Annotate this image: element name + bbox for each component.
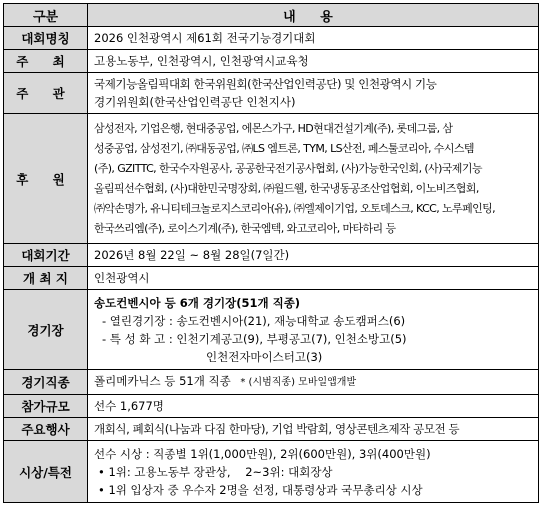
value-host: 고용노동부, 인천광역시, 인천광역시교육청 — [88, 50, 539, 73]
value-sponsor — [88, 114, 539, 244]
value-name: 2026 인천광역시 제61회 전국기능경기대회 — [88, 27, 539, 50]
organizer-line: 국제기능올림픽대회 한국위원회(한국산업인력공단) 및 인천광역시 기능 — [94, 77, 437, 91]
value-events: 개회식, 폐회식(나눔과 다짐 한마당), 기업 박람회, 영상콘텐츠제작 공모전 등 — [88, 418, 539, 441]
label-sites: 경기장 — [4, 290, 88, 370]
awards-line: 선수 시상 : 직종별 1위(1,000만원), 2위(600만원), 3위(400만원) — [94, 446, 431, 461]
sponsor-line: 한국쓰리엠(주), 로이스기계(주), 한국엠텍, 와고코리아, 마타하리 등 — [94, 221, 396, 235]
label-organizer: 주 관 — [4, 73, 88, 114]
label-venue: 개 최 지 — [4, 267, 88, 290]
label-events: 주요행사 — [4, 418, 88, 441]
sponsor-line: 올림픽선수협회, (사)대한민국명장회, ㈜월드웰, 한국냉동공조산업협회, 이노비즈협회, — [94, 181, 479, 195]
row-scale — [4, 395, 539, 418]
sponsor-line: ㈜악손명가, 유니티테크놀로지스코리아(유), ㈜엘제이기업, 오토데스크, KCC, 노루페인팅, — [94, 201, 496, 215]
row-sponsor — [4, 114, 539, 244]
organizer-line: 경기위원회(한국산업인력공단 인천지사) — [94, 95, 296, 109]
label-trades: 경기직종 — [4, 370, 88, 395]
competition-info-table — [3, 3, 539, 503]
value-awards — [88, 441, 539, 503]
label-host: 주 최 — [4, 50, 88, 73]
value-sites — [88, 290, 539, 370]
label-scale: 참가규모 — [4, 395, 88, 418]
header-content: 내 용 — [88, 4, 539, 27]
label-sponsor: 후 원 — [4, 114, 88, 244]
row-trades — [4, 370, 539, 395]
sites-line: - 특 성 화 고 : 인천기계공고(9), 부평공고(7), 인천소방고(5) — [102, 331, 407, 346]
label-awards: 시상/특전 — [4, 441, 88, 503]
row-period — [4, 244, 539, 267]
awards-line: • 1위: 고용노동부 장관상, 2~3위: 대회장상 — [98, 464, 333, 479]
trades-text: 폴리메카닉스 등 51개 직종 — [94, 374, 231, 388]
value-organizer — [88, 73, 539, 114]
header-category: 구분 — [4, 4, 88, 27]
row-venue — [4, 267, 539, 290]
sites-line: 송도컨벤시아 등 6개 경기장(51개 직종) — [94, 295, 301, 310]
label-name: 대회명칭 — [4, 27, 88, 50]
row-name — [4, 27, 539, 50]
label-period: 대회기간 — [4, 244, 88, 267]
info-table-wrapper — [3, 3, 538, 503]
value-trades — [88, 370, 539, 395]
trades-note: * (시범직종) 모바일앱개발 — [240, 377, 357, 388]
awards-line: • 1위 입상자 중 우수자 2명을 선정, 대통령상과 국무총리상 시상 — [98, 482, 423, 497]
value-scale: 선수 1,677명 — [88, 395, 539, 418]
row-organizer — [4, 73, 539, 114]
value-venue: 인천광역시 — [88, 267, 539, 290]
sites-line: - 열린경기장 : 송도컨벤시아(21), 재능대학교 송도캠퍼스(6) — [102, 313, 406, 328]
sponsor-line: 삼성전자, 기업은행, 현대중공업, 에몬스가구, HD현대건설기계(주), 롯데그룹, 삼 — [94, 121, 453, 135]
value-period: 2026년 8월 22일 ~ 8월 28일(7일간) — [88, 244, 539, 267]
sponsor-line: 성중공업, 삼성전기, ㈜대동공업, ㈜LS 엠트론, TYM, LS산전, 페스툴코리아, 수시스템 — [94, 141, 474, 155]
row-host — [4, 50, 539, 73]
row-sites — [4, 290, 539, 370]
row-awards — [4, 441, 539, 503]
sites-line: 인천전자마이스터고(3) — [206, 349, 323, 364]
row-events — [4, 418, 539, 441]
table-header-row — [4, 4, 539, 27]
sponsor-line: (주), GZITTC, 한국수자원공사, 공공한국전기공사협회, (사)가능한국인회, (사)국제기능 — [94, 161, 482, 175]
